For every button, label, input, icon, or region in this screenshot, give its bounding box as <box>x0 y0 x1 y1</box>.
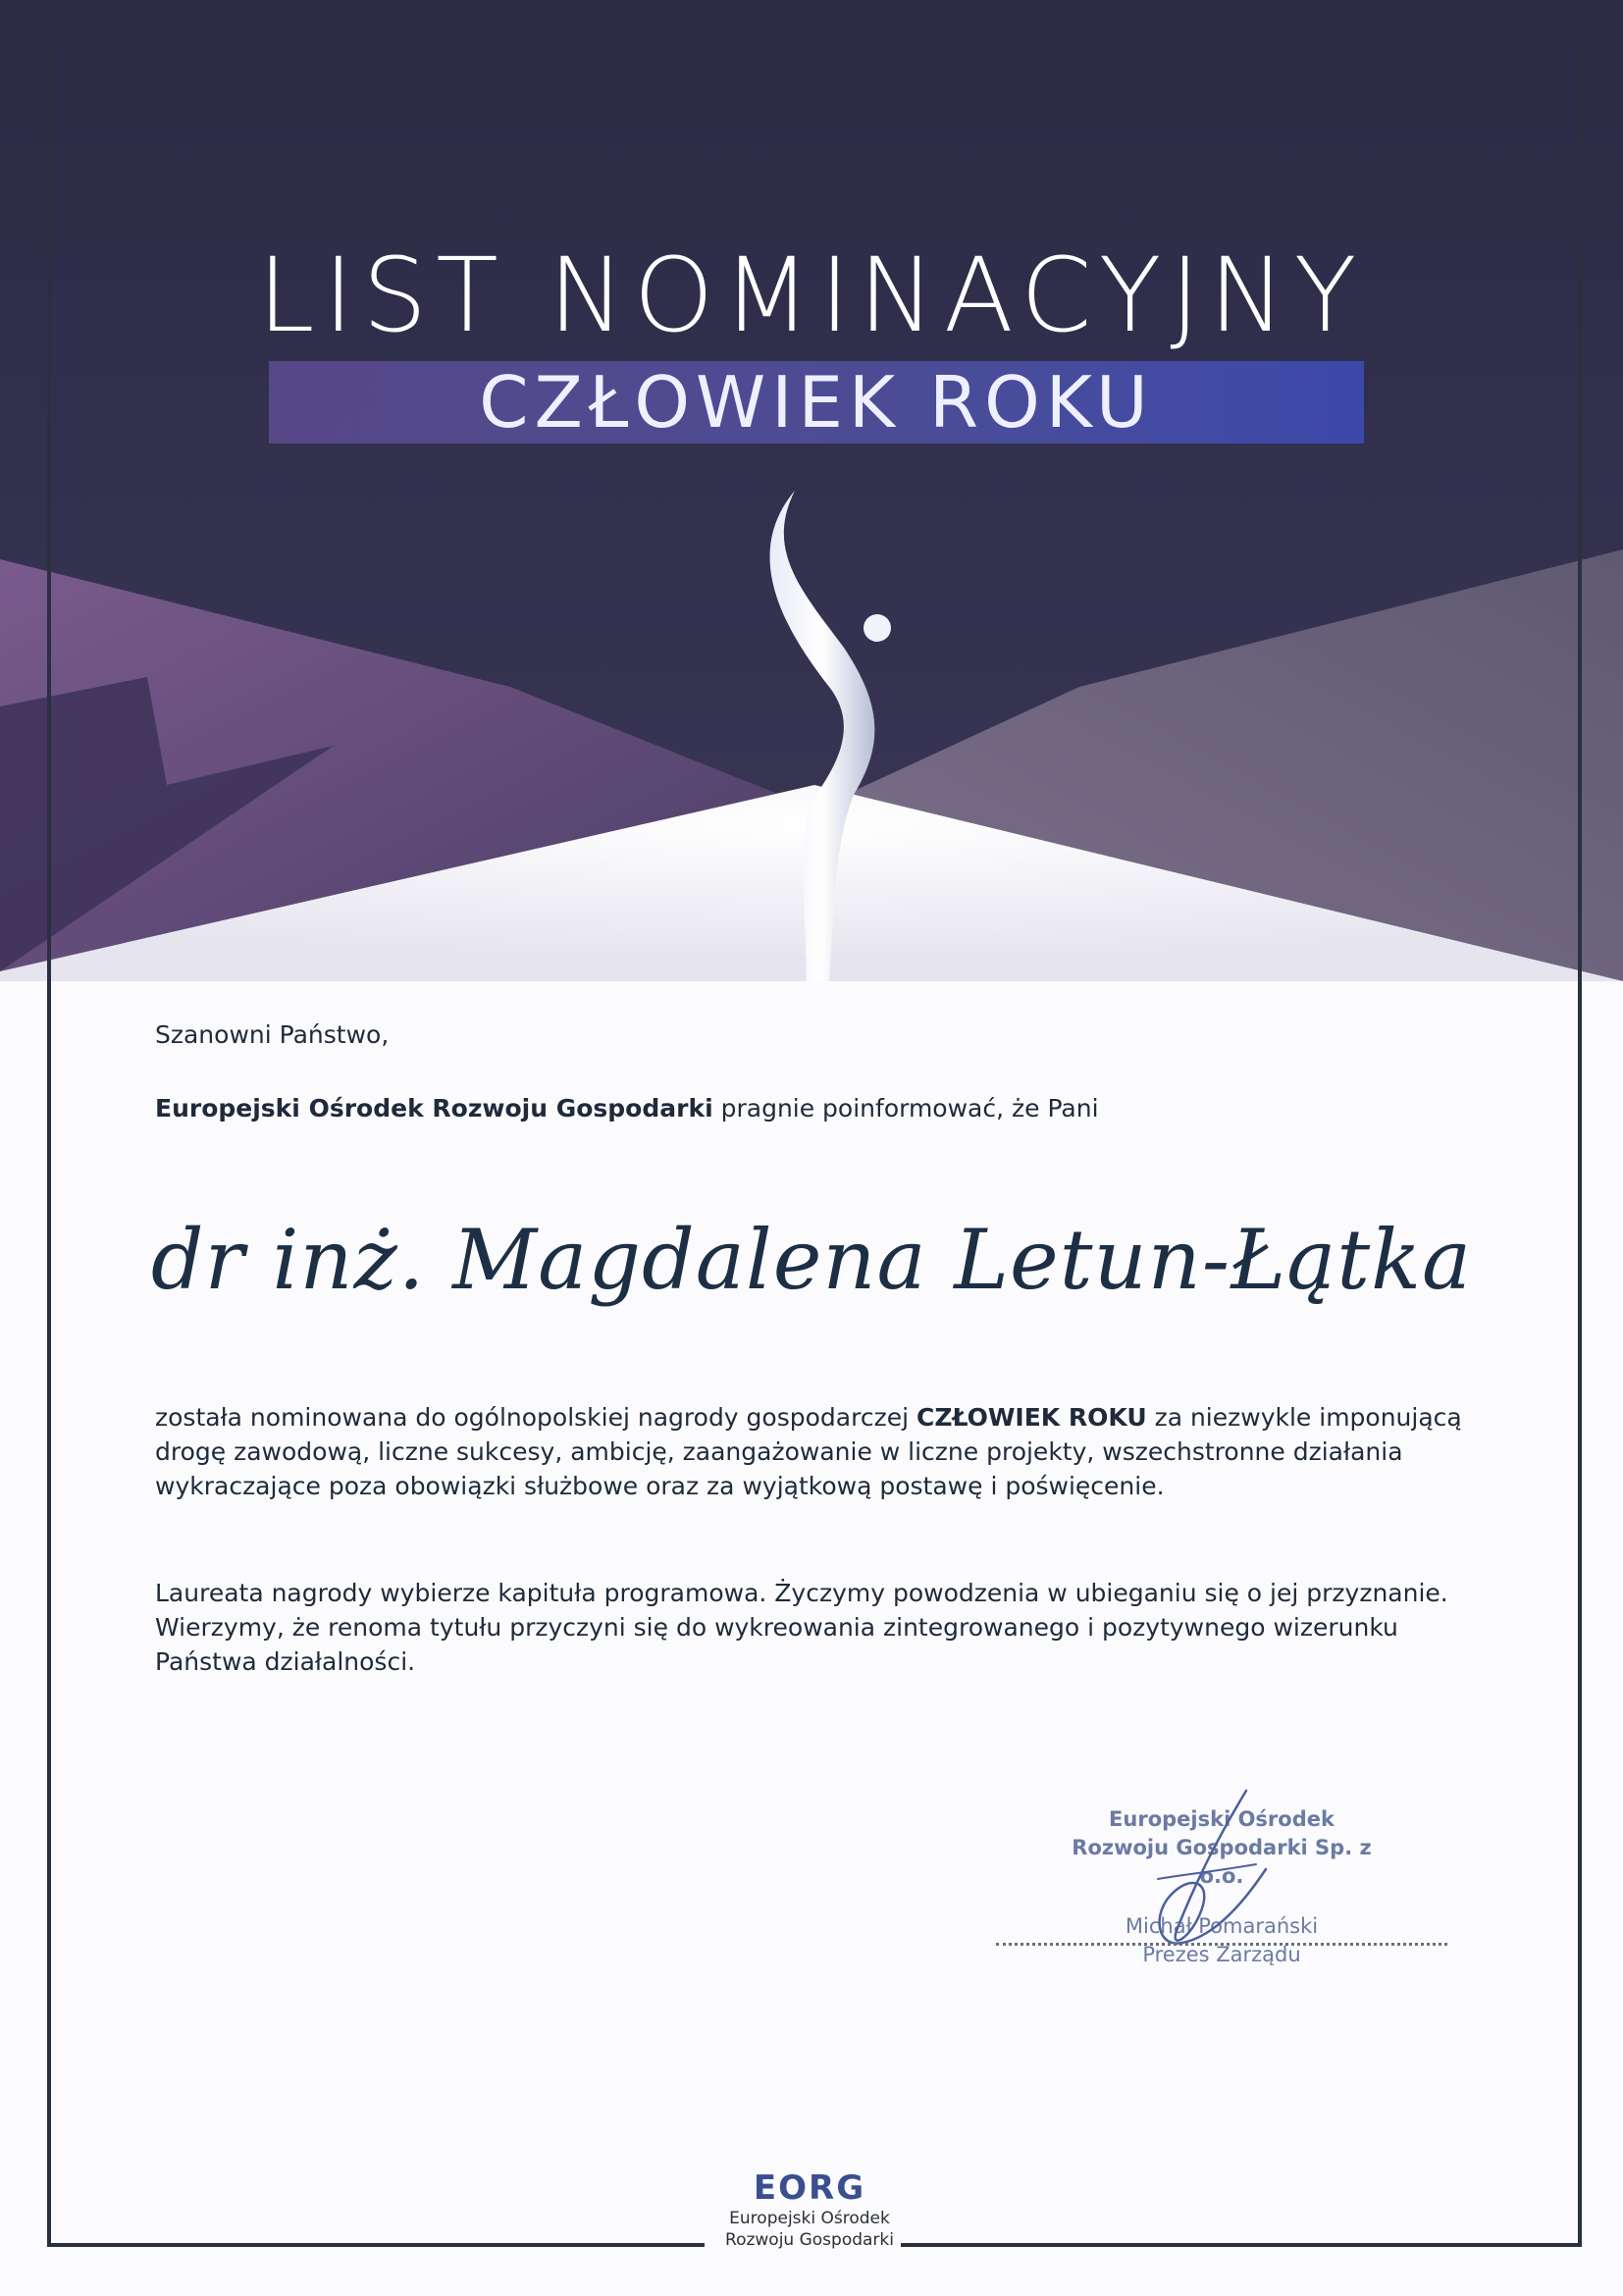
intro-sentence <box>155 1094 1099 1122</box>
frame-bottom-border <box>901 2243 1582 2247</box>
eorg-logo <box>687 2168 932 2251</box>
logo-mark: EORG <box>753 2168 866 2208</box>
intro-rest: pragnie poinformować, że Pani <box>712 1094 1099 1122</box>
handwritten-signature <box>1099 1781 1295 1977</box>
para1-end: za niezwykle imponującą drogę zawodową, liczne sukcesy, ambicję, zaangażowanie w liczne projekty, wszechstronne działania wykraczające poza obowiązki służbowe oraz za wyjątkową postawę i poświęcenie. <box>155 1403 1462 1500</box>
nomination-paragraph <box>155 1400 1470 1503</box>
award-name: CZŁOWIEK ROKU <box>916 1403 1147 1432</box>
hero-background <box>0 0 1623 981</box>
signature-line <box>996 1943 1447 1946</box>
frame-left-border <box>47 39 51 2247</box>
document-title: LIST NOMINACYJNY <box>257 235 1366 355</box>
recipient-name: dr inż. Magdalena Letun-Łątka <box>150 1212 1473 1308</box>
intro-organization: Europejski Ośrodek Rozwoju Gospodarki <box>155 1094 713 1122</box>
frame-bottom-border <box>47 2243 705 2247</box>
frame-right-border <box>1578 39 1582 2247</box>
stamp-line-1: Europejski Ośrodek <box>1109 1807 1335 1831</box>
stamp-line-2: Rozwoju Gospodarki Sp. z o.o. <box>1072 1836 1372 1888</box>
stamp-position: Prezes Zarządu <box>1142 1943 1301 1966</box>
para1-start: została nominowana do ogólnopolskiej nagrody gospodarczej <box>155 1403 916 1432</box>
logo-line-2: Rozwoju Gospodarki <box>725 2230 894 2250</box>
closing-paragraph: Laureata nagrody wybierze kapituła programowa. Życzymy powodzenia w ubieganiu się o jej przyznanie. Wierzymy, że renoma tytułu przyczyni się do wykreowania zintegrowanego i pozytywnego wizerunku Państwa działalności. <box>155 1579 1448 1676</box>
document-subtitle: CZŁOWIEK ROKU <box>479 361 1154 444</box>
logo-line-1: Europejski Ośrodek <box>729 2209 890 2228</box>
greeting: Szanowni Państwo, <box>155 1020 390 1049</box>
stamp-signatory: Michał Pomarański <box>1125 1914 1319 1938</box>
